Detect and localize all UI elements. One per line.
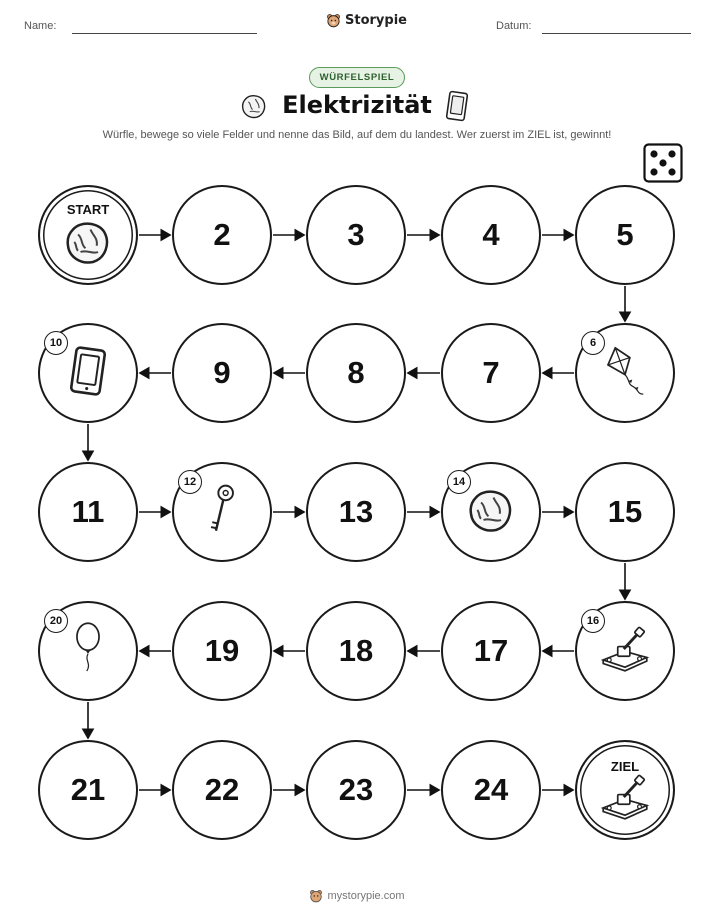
finish-label: ZIEL (610, 759, 640, 774)
start-space (38, 185, 138, 285)
space-number: 8 (347, 355, 365, 390)
board-space-22 (172, 740, 272, 840)
board-space-15 (575, 462, 675, 562)
bear-mascot-icon (309, 889, 323, 903)
space-number: 15 (607, 494, 643, 529)
board-space-19 (172, 601, 272, 701)
board-space-8 (306, 323, 406, 423)
board-space-2 (172, 185, 272, 285)
footer-url: mystorypie.com (327, 890, 405, 902)
game-type-badge: WÜRFELSPIEL (309, 67, 405, 88)
space-number: 11 (71, 494, 105, 529)
page-title: Elektrizität (282, 91, 432, 119)
space-number: 22 (204, 772, 240, 807)
key-icon (202, 482, 242, 543)
space-number: 4 (482, 217, 500, 252)
start-label: START (66, 202, 110, 217)
balloon-icon (71, 622, 105, 681)
stone-icon (464, 485, 518, 540)
stone-icon (61, 217, 115, 272)
space-number: 3 (347, 217, 365, 252)
space-number: 19 (204, 633, 240, 668)
space-number: 9 (213, 355, 231, 390)
space-number: 24 (473, 772, 509, 807)
instructions: Würfle, bewege so viele Felder und nenne das Bild, auf dem du landest. Wer zuerst im ZIEL ist, gewinnt! (102, 129, 612, 141)
switch-icon (598, 774, 652, 825)
board-space-18 (306, 601, 406, 701)
board-space-9 (172, 323, 272, 423)
board-space-23 (306, 740, 406, 840)
board-space-24 (441, 740, 541, 840)
space-number-badge: 20 (44, 609, 68, 633)
space-number: 2 (213, 217, 231, 252)
board-space-17 (441, 601, 541, 701)
board-space-4 (441, 185, 541, 285)
board-space-11 (38, 462, 138, 562)
space-number: 18 (338, 633, 374, 668)
space-number-badge: 10 (44, 331, 68, 355)
finish-space (575, 740, 675, 840)
kite-icon (600, 343, 650, 404)
footer (0, 889, 714, 903)
space-number: 21 (70, 772, 106, 807)
switch-icon (598, 626, 652, 677)
date-label: Datum: (496, 20, 532, 32)
brand-name: Storypie (345, 13, 407, 28)
space-number: 17 (473, 633, 509, 668)
name-label: Name: (24, 20, 57, 32)
board-space-21 (38, 740, 138, 840)
space-number: 7 (482, 355, 500, 390)
space-number-badge: 6 (581, 331, 605, 355)
board-space-3 (306, 185, 406, 285)
space-number-badge: 16 (581, 609, 605, 633)
board-space-5 (575, 185, 675, 285)
space-number-badge: 14 (447, 470, 471, 494)
board-space-13 (306, 462, 406, 562)
space-number: 5 (616, 217, 634, 252)
tablet-icon (66, 345, 110, 402)
space-number-badge: 12 (178, 470, 202, 494)
space-number: 23 (338, 772, 374, 807)
space-number: 13 (338, 494, 374, 529)
board-space-7 (441, 323, 541, 423)
